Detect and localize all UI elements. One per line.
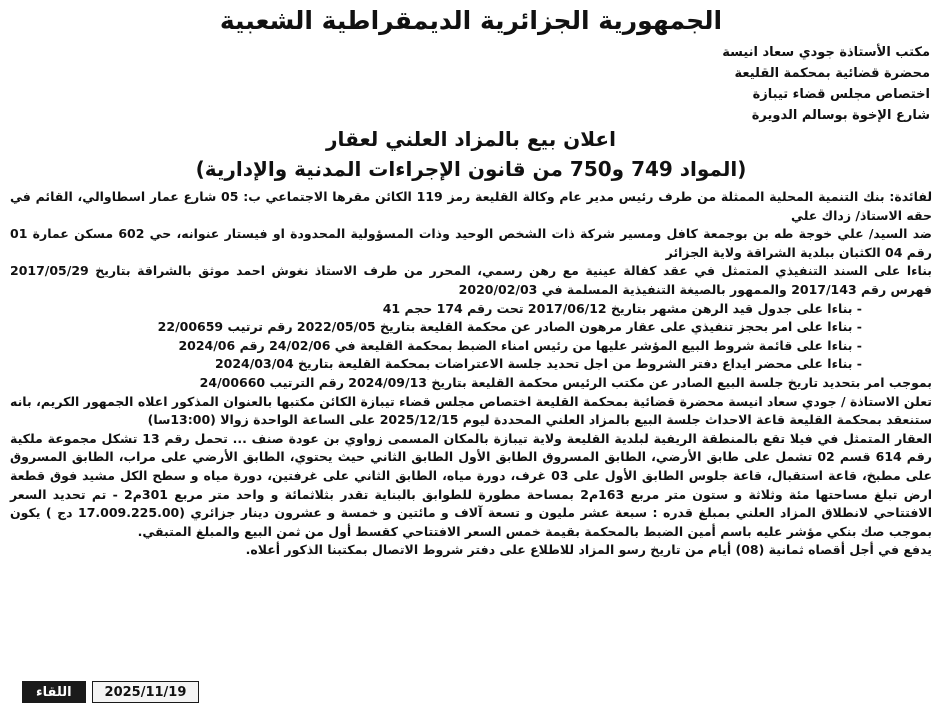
office-line-role: محضرة قضائية بمحكمة القليعة xyxy=(734,66,930,81)
office-line-jurisdiction: اختصاص مجلس قضاء تيبازة xyxy=(752,87,930,102)
announcement-subtitle: (المواد 749 و750 من قانون الإجراءات المدنية والإدارية) xyxy=(195,157,747,181)
debtor-paragraph: ضد السيد/ علي خوجة طه بن بوجمعة كافل ومسير شركة ذات الشخص الوحيد وذات المسؤولية المحدودة او فيستار عنوانه، حي 602 مسكن عمارة 01 رقم 04 الكثبان ببلدية الشراقة ولاية الجزائر xyxy=(10,226,932,260)
bullet-seizure-order: - بناءا على امر بحجز تنفيذي على عقار مرهون الصادر عن محكمة القليعة بتاريخ 2022/05/05 رقم ترتيب 22/00659 xyxy=(157,319,862,335)
title-deed-paragraph: بناءا على السند التنفيذي المتمثل في عقد كفالة عينية مع رهن رسمي، المحرر من طرف الاستاذ نغوش احمد موثق بالشراقة بتاريخ 2017/05/29 فهرس رقم 2017/143 والممهور بالصيغة التنفيذية المسلمة في 2020/02/03 xyxy=(10,263,932,297)
header-title: الجمهورية الجزائرية الديمقراطية الشعبية xyxy=(219,6,723,35)
announcement-title: اعلان بيع بالمزاد العلني لعقار xyxy=(326,127,616,151)
publication-date: 2025/11/19 xyxy=(92,681,200,703)
bullet-conditions-list: - بناءا على قائمة شروط البيع المؤشر عليها من رئيس امناء الضبط بمحكمة القليعة في 24/02/06 رقم 2024/06 xyxy=(178,337,862,353)
beneficiary-paragraph: لفائدة: بنك التنمية المحلية الممثلة من طرف رئيس مدير عام وكالة القليعة رمز 119 الكائن مقرها الاجتماعي ب: 05 شارع عمار اسطاوالي، القائم في حقه الاستاذ/ زداك علي xyxy=(10,189,933,223)
office-line-name: مكتب الأستاذة جودي سعاد انيسة xyxy=(722,45,930,60)
office-block xyxy=(630,42,930,126)
announcement-paragraph: تعلن الاستاذة / جودي سعاد انيسة محضرة قضائية بمحكمة القليعة اختصاص مجلس قضاء تيبازة الكائن مكتبها بالعنوان المذكور اعلاه الجمهور الكريم، بانه ستنعقد بمحكمة القليعة قاعة الاحداث جلسة البيع بالمزاد العلني المحددة ليوم 2025/12/15 على الساعة الواحدة زوالا (13:00سا) xyxy=(10,393,932,428)
property-description-paragraph: العقار المتمثل في فيلا تقع بالمنطقة الريفية لبلدية القليعة ولاية تيبازة بالمكان المسمى زواوي بن عودة صنف ... تحمل رقم 13 تشكل مجموعة ملكية رقم 614 قسم 02 تشمل على طابق الأرضي، الطابق المسروق الطابق الأول الطابق الثاني حيث يحتوي، الطابق الأرضي على مراب، الطابق المسروق على مطبخ، قاعة استقبال، قاعة جلوس الطابق الأول على 03 غرف، دورة مياه، الطابق الثاني على غرفتين، دورة مياه و سطح الكل مشيد فوق قطعة ارض تبلغ مساحتها مئة وثلاثة و ستون متر مربع 163م2 بمساحة مطورة للطوابق بالبناية تقدر بثلاثمائة و واحد متر مربع 301م2 - تم تحديد السعر الافتتاحي لانطلاق المزاد العلني بمبلغ قدره : سبعة عشر مليون و تسعة آلاف و مائتين و خمسة و عشرون دينار جزائري (17.009.225.00 دج ) يكون بموجب صك بنكي مؤشر عليه باسم أمين الضبط بالمحكمة بقيمة خمس السعر الافتتاحي كقسط أول من ثمن البيع والمبلغ المتبقي. xyxy=(10,430,933,539)
bullet-mortgage-register: - بناءا على جدول قيد الرهن مشهر بتاريخ 2017/06/12 تحت رقم 174 حجم 41 xyxy=(382,300,862,316)
session-order-paragraph: بموجب امر بتحديد تاريخ جلسة البيع الصادر عن مكتب الرئيس محكمة القليعة بتاريخ 2024/09/13 رقم الترتيب 24/00660 xyxy=(199,374,932,390)
notice-body xyxy=(10,188,932,560)
bullet-deposit-report: - بناءا على محضر ايداع دفتر الشروط من اجل تحديد جلسة الاعتراضات بمحكمة القليعة بتاريخ 2024/03/04 xyxy=(214,356,862,372)
office-line-address: شارع الإخوة بوسالم الدويرة xyxy=(751,108,930,123)
payment-terms-paragraph: يدفع في أجل أقصاه ثمانية (08) أيام من تاريخ رسو المزاد للاطلاع على دفتر شروط الاتصال بمكتبنا الذكور أعلاه. xyxy=(245,542,932,558)
publication-footer xyxy=(22,681,199,703)
announcement-heading xyxy=(0,124,942,184)
newspaper-tag: اللقاء xyxy=(22,681,86,703)
